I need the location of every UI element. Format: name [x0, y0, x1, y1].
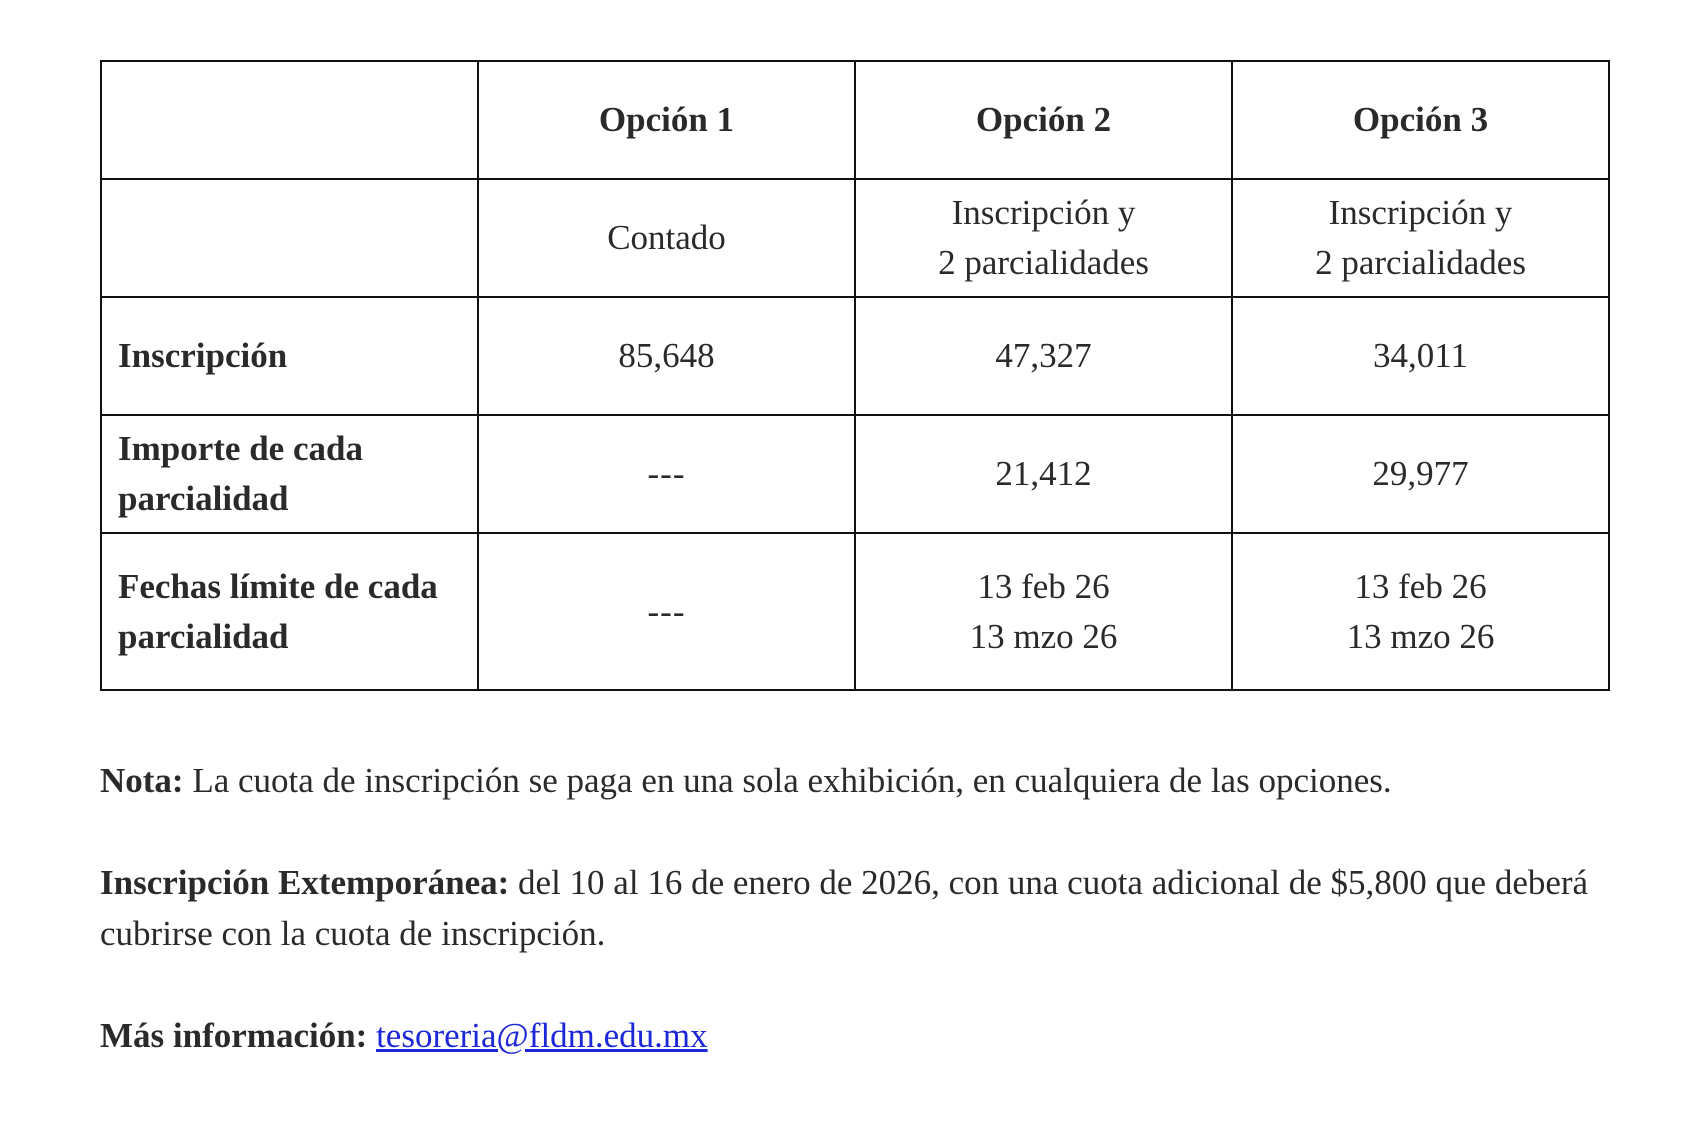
cell-text: 13 feb 26: [1354, 566, 1487, 606]
nota-paragraph: [100, 755, 1620, 806]
cell-option-1-inscripcion: 85,648: [478, 297, 855, 415]
cell-option-3-importe: 29,977: [1232, 415, 1609, 533]
header-option-1: Opción 1: [478, 61, 855, 179]
cell-option-3-inscripcion: 34,011: [1232, 297, 1609, 415]
cell-text: ---: [647, 591, 686, 631]
row-label-fechas: Fechas límite de cada parcialidad: [101, 533, 478, 690]
cell-option-1-importe: ---: [478, 415, 855, 533]
table-row-importe: [101, 415, 1609, 533]
row-label-importe: Importe de cada parcialidad: [101, 415, 478, 533]
extemporanea-text: del 10 al 16 de enero de 2026, con una cuota adicional de $5,800 que deberá cubrirse con la cuota de inscripción.: [100, 863, 1589, 953]
table-row-description: [101, 179, 1609, 297]
payment-options-table: [100, 60, 1610, 691]
notes-section: [100, 755, 1620, 1112]
info-label: Más información:: [100, 1016, 368, 1055]
cell-option-2-description: [855, 179, 1232, 297]
cell-text: 13 feb 26: [977, 566, 1110, 606]
email-link[interactable]: tesoreria@fldm.edu.mx: [376, 1016, 708, 1055]
nota-text: La cuota de inscripción se paga en una sola exhibición, en cualquiera de las opciones.: [192, 761, 1392, 800]
cell-text: Inscripción y: [1328, 193, 1513, 232]
header-option-2: Opción 2: [855, 61, 1232, 179]
table-row-inscripcion: [101, 297, 1609, 415]
row-label-description: [101, 179, 478, 297]
extemporanea-label: Inscripción Extemporánea:: [100, 863, 510, 902]
cell-option-2-inscripcion: 47,327: [855, 297, 1232, 415]
cell-text: 2 parcialidades: [938, 243, 1149, 282]
extemporanea-paragraph: [100, 857, 1620, 959]
cell-option-1-fechas: [478, 533, 855, 690]
cell-option-3-fechas: [1232, 533, 1609, 690]
table-row-fechas: [101, 533, 1609, 690]
cell-text: 2 parcialidades: [1315, 243, 1526, 282]
cell-text: 13 mzo 26: [969, 616, 1118, 656]
cell-text: Contado: [607, 218, 726, 257]
cell-option-2-fechas: [855, 533, 1232, 690]
info-paragraph: [100, 1010, 1620, 1061]
cell-option-2-importe: 21,412: [855, 415, 1232, 533]
cell-text: 13 mzo 26: [1346, 616, 1495, 656]
cell-option-3-description: [1232, 179, 1609, 297]
table-header-row: [101, 61, 1609, 179]
header-empty-cell: [101, 61, 478, 179]
cell-text: Inscripción y: [951, 193, 1136, 232]
header-option-3: Opción 3: [1232, 61, 1609, 179]
row-label-inscripcion: Inscripción: [101, 297, 478, 415]
cell-option-1-description: [478, 179, 855, 297]
nota-label: Nota:: [100, 761, 184, 800]
